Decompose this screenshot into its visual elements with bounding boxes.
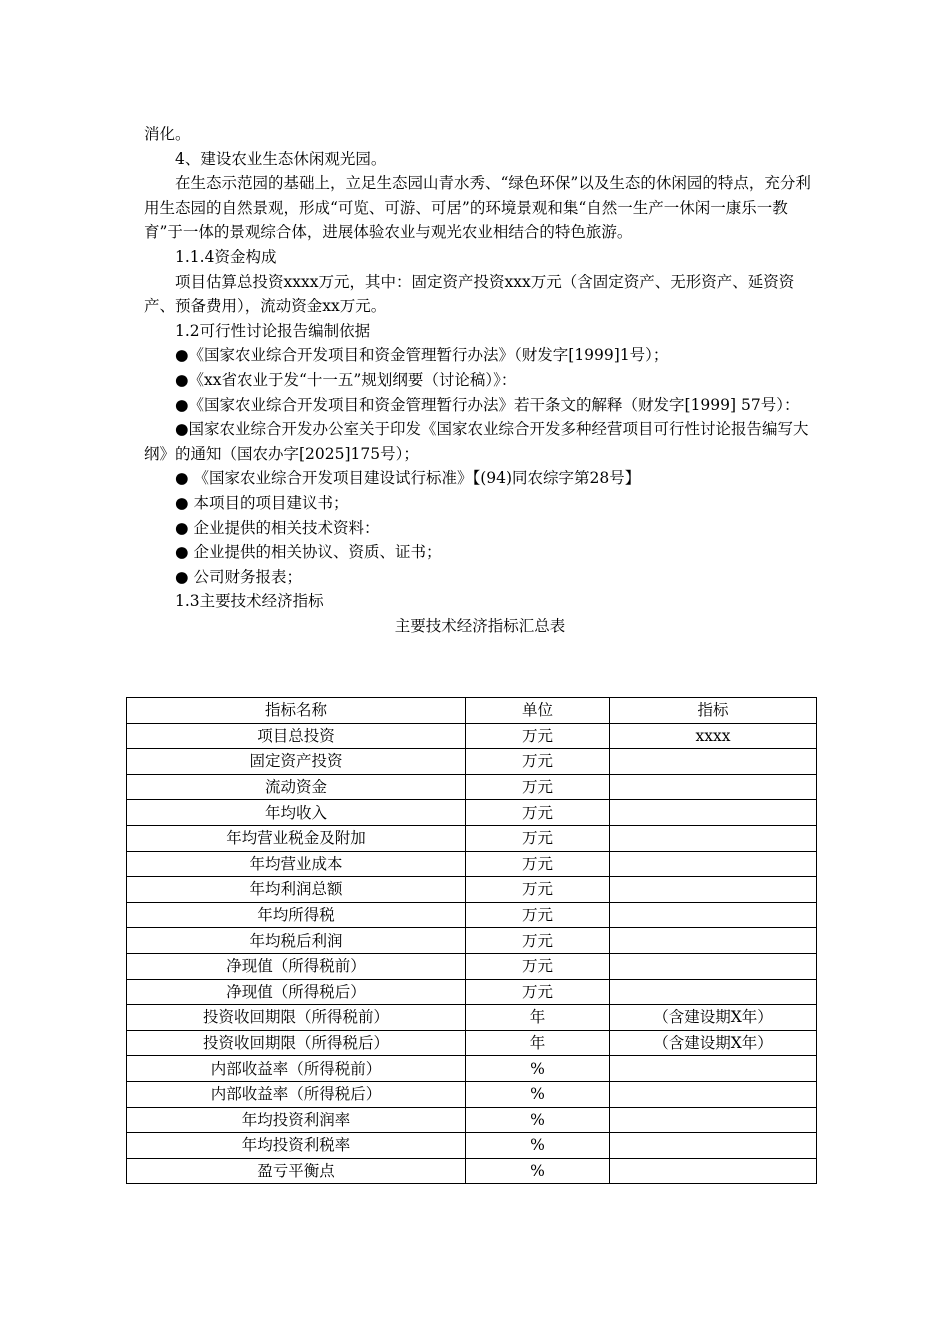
table-row	[127, 1005, 817, 1031]
cell-unit: %	[466, 1081, 610, 1107]
paragraph: 项目估算总投资xxxx万元，其中：固定资产投资xxx万元（含固定资产、无形资产、延资资产、预备费用），流动资金xx万元。	[144, 272, 795, 316]
cell-name: 年均税后利润	[127, 928, 466, 954]
cell-name: 盈亏平衡点	[127, 1158, 466, 1184]
cell-unit: 年	[466, 1005, 610, 1031]
cell-name: 年均营业税金及附加	[127, 825, 466, 851]
bullet-item: ●《国家农业综合开发项目和资金管理暂行办法》（财发字[1999]1号）；	[175, 346, 669, 365]
cell-unit: %	[466, 1107, 610, 1133]
table-row	[127, 902, 817, 928]
section-heading: 1.2可行性讨论报告编制依据	[175, 321, 371, 340]
bullet-item: ● 公司财务报表；	[175, 567, 302, 586]
cell-name: 固定资产投资	[127, 749, 466, 775]
cell-name: 流动资金	[127, 774, 466, 800]
cell-value	[610, 851, 817, 877]
cell-value	[610, 877, 817, 903]
body-text	[144, 122, 816, 638]
cell-value: （含建设期X年）	[610, 1030, 817, 1056]
cell-unit: 万元	[466, 749, 610, 775]
cell-unit: 万元	[466, 774, 610, 800]
table-row	[127, 1133, 817, 1159]
table-row	[127, 851, 817, 877]
cell-value	[610, 749, 817, 775]
table-row	[127, 723, 817, 749]
cell-name: 年均投资利税率	[127, 1133, 466, 1159]
cell-unit: %	[466, 1158, 610, 1184]
table-row	[127, 979, 817, 1005]
cell-unit: 年	[466, 1030, 610, 1056]
cell-name: 内部收益率（所得税前）	[127, 1056, 466, 1082]
cell-name: 年均投资利润率	[127, 1107, 466, 1133]
cell-value	[610, 1107, 817, 1133]
cell-name: 净现值（所得税前）	[127, 953, 466, 979]
section-heading: 1.3主要技术经济指标	[175, 592, 324, 611]
cell-unit: 万元	[466, 902, 610, 928]
cell-value	[610, 1133, 817, 1159]
table-header-row	[127, 698, 817, 724]
table-row	[127, 825, 817, 851]
table-row	[127, 953, 817, 979]
cell-value: xxxx	[610, 723, 817, 749]
bullet-item: ●《国家农业综合开发项目和资金管理暂行办法》若干条文的解释（财发字[1999] 57号）：	[175, 395, 800, 414]
section-heading: 1.1.4资金构成	[175, 247, 277, 266]
table-row	[127, 928, 817, 954]
header-cell-unit: 单位	[466, 698, 610, 724]
table-body	[127, 723, 817, 1184]
cell-name: 投资收回期限（所得税后）	[127, 1030, 466, 1056]
header-cell-name: 指标名称	[127, 698, 466, 724]
bullet-item: ●《xx省农业于发“十一五”规划纲要（讨论稿）》：	[175, 370, 517, 389]
table-caption: 主要技术经济指标汇总表	[394, 616, 566, 635]
cell-value	[610, 1081, 817, 1107]
header-cell-value: 指标	[610, 698, 817, 724]
cell-name: 年均利润总额	[127, 877, 466, 903]
cell-unit: 万元	[466, 928, 610, 954]
cell-value	[610, 928, 817, 954]
cell-name: 年均收入	[127, 800, 466, 826]
table-row	[127, 774, 817, 800]
cell-name: 投资收回期限（所得税前）	[127, 1005, 466, 1031]
table-row	[127, 800, 817, 826]
cell-unit: 万元	[466, 800, 610, 826]
bullet-item: ●国家农业综合开发办公室关于印发《国家农业综合开发多种经营项目可行性讨论报告编写大纲》的通知（国农办字[2025]175号）；	[144, 420, 809, 463]
bullet-item: ● 《国家农业综合开发项目建设试行标准》【(94)同农综字第28号】	[175, 469, 641, 488]
paragraph: 消化。	[144, 125, 191, 143]
cell-unit: 万元	[466, 953, 610, 979]
cell-value	[610, 774, 817, 800]
bullet-item: ● 本项目的项目建议书；	[175, 493, 349, 512]
cell-unit: 万元	[466, 979, 610, 1005]
summary-table	[126, 697, 817, 1184]
table-row	[127, 1107, 817, 1133]
paragraph: 在生态示范园的基础上，立足生态园山青水秀、“绿色环保”以及生态的休闲园的特点，充分利用生态园的自然景观，形成“可览、可游、可居”的环境景观和集“自然一生产一休闲一康乐一教育”于一体的景观综合体，进展体验农业与观光农业相结合的特色旅游。	[144, 174, 811, 242]
cell-unit: 万元	[466, 825, 610, 851]
cell-value	[610, 1158, 817, 1184]
cell-unit: %	[466, 1056, 610, 1082]
cell-value	[610, 953, 817, 979]
cell-value	[610, 1056, 817, 1082]
cell-value: （含建设期X年）	[610, 1005, 817, 1031]
cell-name: 净现值（所得税后）	[127, 979, 466, 1005]
cell-unit: 万元	[466, 723, 610, 749]
cell-name: 内部收益率（所得税后）	[127, 1081, 466, 1107]
cell-name: 年均所得税	[127, 902, 466, 928]
bullet-item: ● 企业提供的相关协议、资质、证书；	[175, 543, 442, 562]
cell-unit: 万元	[466, 877, 610, 903]
table-row	[127, 1030, 817, 1056]
cell-name: 项目总投资	[127, 723, 466, 749]
cell-value	[610, 902, 817, 928]
cell-unit: 万元	[466, 851, 610, 877]
cell-name: 年均营业成本	[127, 851, 466, 877]
cell-unit: %	[466, 1133, 610, 1159]
cell-value	[610, 825, 817, 851]
paragraph: 4、建设农业生态休闲观光园。	[175, 149, 387, 168]
table-row	[127, 1056, 817, 1082]
cell-value	[610, 979, 817, 1005]
table-row	[127, 1158, 817, 1184]
table-row	[127, 1081, 817, 1107]
table-row	[127, 749, 817, 775]
bullet-item: ● 企业提供的相关技术资料：	[175, 518, 380, 537]
cell-value	[610, 800, 817, 826]
table-row	[127, 877, 817, 903]
